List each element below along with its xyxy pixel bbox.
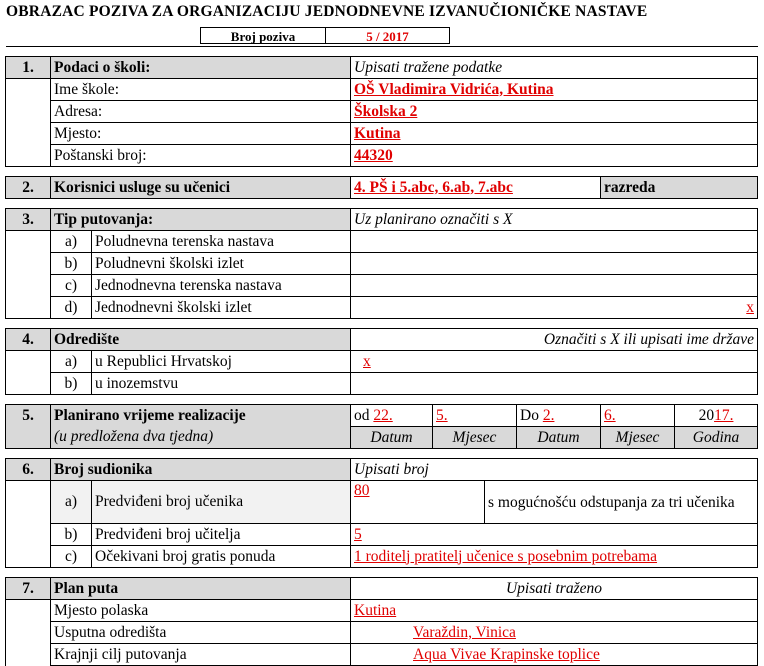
students-count-value[interactable]: 80 [351, 481, 485, 524]
table-row [6, 145, 758, 167]
section-3-number: 3. [6, 209, 51, 231]
section-4-header [6, 329, 758, 351]
gratis-offers-value[interactable]: 1 roditelj pratitelj učenice s posebnim potrebama [351, 546, 758, 568]
caption-godina: Godina [675, 427, 758, 449]
table-row [6, 644, 758, 666]
section-5-header [6, 405, 758, 427]
section-3-header [6, 209, 758, 231]
date-from-label: od [354, 406, 370, 424]
date-to-label: Do [520, 406, 539, 424]
table-row [6, 231, 758, 253]
final-destination-label: Krajnji cilj putovanja [51, 644, 351, 666]
date-from-cell[interactable] [351, 405, 433, 427]
trip-type-c-mark[interactable] [351, 275, 758, 297]
section-5-subtitle: (u predložena dva tjedna) [51, 427, 351, 449]
year-prefix: 20 [698, 406, 715, 424]
caption-mjesec-2: Mjesec [601, 427, 675, 449]
destination-a-label: u Republici Hrvatskoj [92, 351, 351, 373]
trip-type-a-letter: a) [51, 231, 92, 253]
trip-type-b-mark[interactable] [351, 253, 758, 275]
departure-label: Mjesto polaska [51, 600, 351, 622]
stops-label: Usputna odredišta [51, 622, 351, 644]
section-6-hint: Upisati broj [351, 459, 758, 481]
table-row [6, 253, 758, 275]
place-value[interactable]: Kutina [351, 123, 758, 145]
section-5-number: 5. [6, 405, 51, 427]
destination-a-mark[interactable]: x [351, 351, 758, 373]
section-7-number: 7. [6, 578, 51, 600]
caption-datum-1: Datum [351, 427, 433, 449]
stops-value[interactable]: Varaždin, Vinica [351, 622, 758, 644]
section-7-header [6, 578, 758, 600]
participants-c-letter: c) [51, 546, 92, 568]
caption-mjesec-1: Mjesec [433, 427, 517, 449]
table-row [6, 373, 758, 395]
destination-a-letter: a) [51, 351, 92, 373]
address-value[interactable]: Školska 2 [351, 101, 758, 123]
broj-poziva-label: Broj poziva [200, 27, 326, 44]
section-1-number: 1. [6, 57, 51, 79]
table-row [6, 622, 758, 644]
section-5-title: Planirano vrijeme realizacije [51, 405, 351, 427]
table-row [6, 600, 758, 622]
broj-poziva-value[interactable]: 5 / 2017 [325, 27, 450, 44]
destination-b-mark[interactable] [351, 373, 758, 395]
form-title: OBRAZAC POZIVA ZA ORGANIZACIJU JEDNODNEVNE IZVANUČIONIČKE NASTAVE [6, 3, 648, 20]
school-name-label: Ime škole: [51, 79, 351, 101]
participants-b-letter: b) [51, 524, 92, 546]
section-1-hint: Upisati tražene podatke [351, 57, 758, 79]
section-4-number: 4. [6, 329, 51, 351]
participants-c-label: Očekivani broj gratis ponuda [92, 546, 351, 568]
date-from-day[interactable]: 22. [373, 406, 393, 424]
section-6-number: 6. [6, 459, 51, 481]
postal-code-value[interactable]: 44320 [351, 145, 758, 167]
trip-type-a-label: Poludnevna terenska nastava [92, 231, 351, 253]
year-cell[interactable] [675, 405, 758, 427]
table-row [6, 297, 758, 319]
date-to-day[interactable]: 2. [542, 406, 555, 424]
section-2-number: 2. [6, 177, 51, 199]
form-table [5, 46, 758, 666]
trip-type-c-letter: c) [51, 275, 92, 297]
table-row [6, 351, 758, 373]
table-row [6, 79, 758, 101]
trip-type-a-mark[interactable] [351, 231, 758, 253]
teachers-count-value[interactable]: 5 [351, 524, 758, 546]
students-count-note: s mogućnošću odstupanja za tri učenika [485, 481, 758, 524]
departure-value[interactable]: Kutina [351, 600, 758, 622]
section-7-title: Plan puta [51, 578, 351, 600]
table-row [6, 524, 758, 546]
trip-type-d-letter: d) [51, 297, 92, 319]
trip-type-b-label: Poludnevni školski izlet [92, 253, 351, 275]
table-row [6, 546, 758, 568]
section-6-title: Broj sudionika [51, 459, 351, 481]
section-2-header [6, 177, 758, 199]
destination-b-letter: b) [51, 373, 92, 395]
date-from-month[interactable]: 5. [433, 405, 517, 427]
section-3-title: Tip putovanja: [51, 209, 351, 231]
postal-code-label: Poštanski broj: [51, 145, 351, 167]
section-4-hint: Označiti s X ili upisati ime države [351, 329, 758, 351]
trip-type-d-mark[interactable]: x [351, 297, 758, 319]
date-to-cell[interactable] [517, 405, 601, 427]
participants-a-label: Predviđeni broj učenika [92, 481, 351, 524]
place-label: Mjesto: [51, 123, 351, 145]
participants-a-letter: a) [51, 481, 92, 524]
address-label: Adresa: [51, 101, 351, 123]
section-1-title: Podaci o školi: [51, 57, 351, 79]
trip-type-d-label: Jednodnevni školski izlet [92, 297, 351, 319]
section-4-title: Odredište [51, 329, 351, 351]
section-6-header [6, 459, 758, 481]
table-row [6, 101, 758, 123]
table-row [6, 481, 758, 524]
destination-b-label: u inozemstvu [92, 373, 351, 395]
trip-type-c-label: Jednodnevna terenska nastava [92, 275, 351, 297]
caption-datum-2: Datum [517, 427, 601, 449]
section-1-header [6, 57, 758, 79]
section-2-title: Korisnici usluge su učenici [51, 177, 351, 199]
table-row [6, 123, 758, 145]
classes-suffix: razreda [601, 177, 758, 199]
section-7-hint: Upisati traženo [351, 578, 758, 600]
participants-b-label: Predviđeni broj učitelja [92, 524, 351, 546]
date-to-month[interactable]: 6. [601, 405, 675, 427]
year-suffix[interactable]: 17. [714, 406, 734, 424]
school-name-value[interactable]: OŠ Vladimira Vidrića, Kutina [351, 79, 758, 101]
section-5-captions [6, 427, 758, 449]
trip-type-b-letter: b) [51, 253, 92, 275]
table-row [6, 275, 758, 297]
final-destination-value[interactable]: Aqua Vivae Krapinske toplice [351, 644, 758, 666]
classes-value[interactable]: 4. PŠ i 5.abc, 6.ab, 7.abc [351, 177, 601, 199]
section-3-hint: Uz planirano označiti s X [351, 209, 758, 231]
